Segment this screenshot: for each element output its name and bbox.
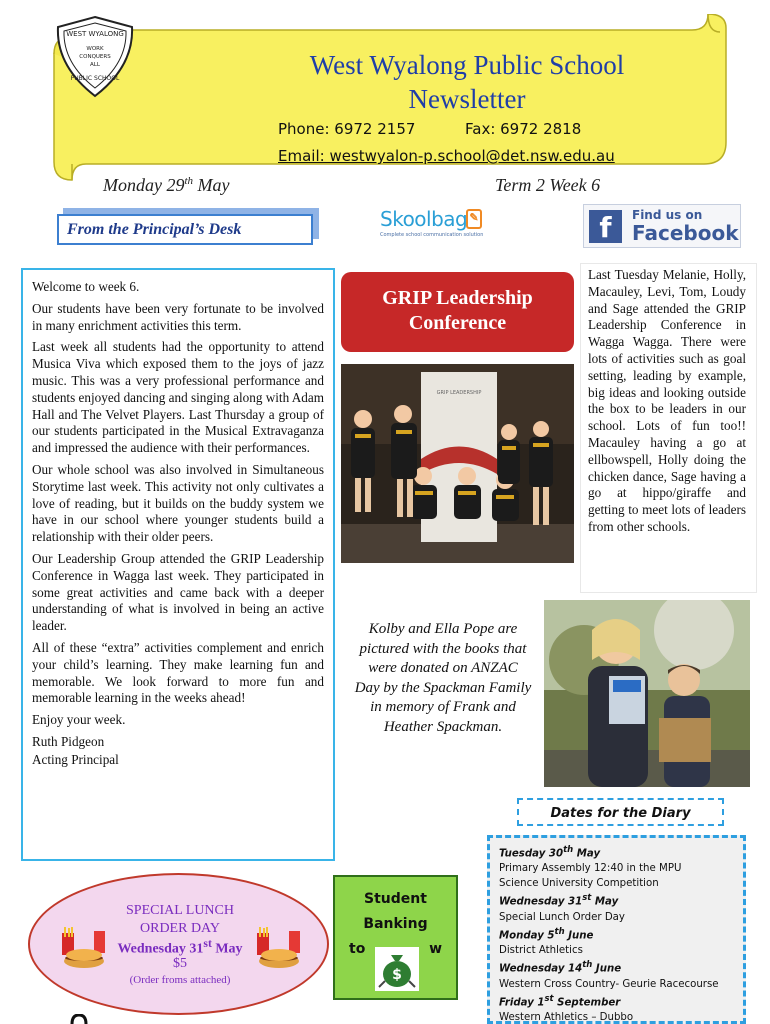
diary-date-ordinal: st (544, 993, 554, 1004)
grip-group-photo (341, 364, 574, 563)
facebook-find-label: Find us on (632, 208, 703, 222)
lunch-line1: SPECIAL LUNCH (126, 903, 234, 918)
logo-text-bottom: PUBLIC SCHOOL (70, 75, 120, 82)
book-donation-photo (544, 600, 750, 787)
issue-date (103, 175, 230, 196)
lunch-date-month: May (211, 941, 243, 957)
lunch-date-ordinal: st (203, 937, 212, 950)
issue-date-month: May (193, 175, 230, 195)
banking-line3-start: to (349, 941, 366, 957)
student-banking-notice (333, 875, 458, 1000)
diary-box (487, 835, 746, 1024)
diary-date (499, 891, 743, 909)
principal-heading: From the Principal’s Desk (57, 214, 313, 245)
lunch-note: (Order froms attached) (129, 974, 231, 986)
facebook-name: Facebook (632, 221, 739, 245)
diary-event: Western Athletics – Dubbo (499, 1011, 634, 1023)
diary-date-month: June (592, 963, 622, 975)
diary-date-day: Friday 1 (499, 996, 545, 1008)
grip-story-text: Last Tuesday Melanie, Holly, Macauley, Levi, Tom, Loudy and Sage attended the GRIP Leadership Conference in Wagga Wagga. There were lots of activities such as goal setting, leading by example, big ideas and looking outside the box to be leaders in our school. Lots of fun too!! Macauley having a go at ellbowspell, Holly doing the chicken dance, Sage having a go at hippo/giraffe and getting to meet lots of leaders from other schools. (588, 267, 746, 534)
diary-date-ordinal: th (563, 845, 574, 855)
diary-date-day: Wednesday 14 (499, 963, 583, 975)
logo-text-top: WEST WYALONG (66, 30, 124, 38)
grip-story (580, 263, 757, 593)
diary-date-month: September (553, 996, 621, 1008)
school-logo (52, 14, 138, 100)
diary-date-ordinal: st (582, 893, 592, 904)
schoolbag-icon: ✎ (466, 209, 482, 229)
svg-text:$: $ (392, 967, 402, 983)
letter-paragraph: Our Leadership Group attended the GRIP Leadership Conference in Wagga last week. They participated in some great activities and came back with a deeper understanding of what is involved in being an active leader. (32, 550, 324, 634)
issue-date-day: Monday 29 (103, 175, 185, 195)
principal-letter (21, 268, 335, 861)
logo-motto-1: WORK (86, 46, 104, 52)
decorative-curl-icon (70, 1014, 88, 1024)
newsletter-header (52, 14, 728, 182)
newsletter-subtitle: Newsletter (408, 84, 526, 114)
letter-paragraph: All of these “extra” activities complement and enrich your child’s learning. They make learning fun and memorable. We look forward to more fun and memorable learning in the weeks ahead! (32, 639, 324, 706)
special-lunch-notice (28, 873, 329, 1015)
diary-event: Western Cross Country- Geurie Racecourse (499, 978, 719, 990)
diary-event: Primary Assembly 12:40 in the MPU (499, 863, 682, 875)
grip-heading-line2: Conference (408, 312, 507, 334)
diary-heading: Dates for the Diary (517, 798, 724, 826)
banking-line1: Student (364, 891, 427, 907)
issue-date-ordinal: th (184, 175, 194, 187)
letter-paragraph: Last week all students had the opportunity to attend Musica Viva which exposed them to the joys of jazz music. This was a very professional performance and students enjoyed dancing and singing along with Adam Hall and The Velvet Players. Last Thursday a group of our students participated in the Musical Extravaganza and impressed the audience with their performances. (32, 339, 324, 456)
diary-date (499, 843, 743, 861)
letter-paragraph: Welcome to week 6. (32, 279, 140, 294)
skoolbag-name: Skoolbag (380, 207, 468, 231)
diary-date-month: June (564, 930, 594, 942)
diary-event: Special Lunch Order Day (499, 911, 625, 923)
newsletter-title: West Wyalong Public School (309, 50, 625, 80)
diary-date-ordinal: th (582, 960, 593, 971)
fast-food-icon (255, 927, 303, 971)
facebook-icon: f (589, 210, 622, 243)
lunch-date-day: Wednesday 31 (117, 941, 204, 957)
diary-date (499, 958, 743, 976)
grip-heading-line1: GRIP Leadership (382, 287, 533, 309)
skoolbag-tagline: Complete school communication solution (380, 232, 484, 238)
letter-paragraph: Our students have been very fortunate to be involved in many enrichment activities this term. (32, 300, 324, 333)
lunch-date (100, 937, 260, 958)
skoolbag-logo[interactable] (380, 207, 490, 241)
principal-name: Ruth Pidgeon (32, 733, 105, 749)
diary-event: Science University Competition (499, 878, 659, 890)
banking-line3-end: w (429, 941, 442, 957)
diary-date (499, 925, 743, 943)
lunch-price: $5 (173, 956, 187, 971)
phone-number: Phone: 6972 2157 (278, 120, 416, 138)
grip-heading (341, 272, 574, 352)
lunch-line2: ORDER DAY (140, 921, 220, 936)
fax-number: Fax: 6972 2818 (465, 120, 582, 138)
logo-motto-2: CONQUERS (79, 54, 111, 60)
diary-date-month: May (591, 896, 619, 908)
letter-signoff: Enjoy your week. (32, 712, 126, 728)
term-week: Term 2 Week 6 (495, 175, 601, 195)
diary-event: District Athletics (499, 945, 583, 957)
diary-date-day: Tuesday 30 (499, 848, 564, 860)
diary-date (499, 992, 743, 1010)
photo-caption: Kolby and Ella Pope are pictured with the books that were donated on ANZAC Day by the Spackman Family in memory of Frank and Heather Spackman. (354, 621, 532, 735)
money-bag-icon (375, 947, 419, 991)
facebook-link[interactable] (583, 204, 741, 248)
principal-title: Acting Principal (32, 751, 119, 767)
diary-date-month: May (573, 848, 601, 860)
fast-food-icon (60, 927, 108, 971)
logo-motto-3: ALL (90, 62, 100, 68)
diary-date-day: Wednesday 31 (499, 896, 583, 908)
diary-date-ordinal: th (554, 926, 565, 937)
banking-line2: Banking (363, 916, 428, 932)
diary-date-day: Monday 5 (499, 930, 555, 942)
photo-banner-text: GRIP LEADERSHIP (436, 390, 482, 396)
letter-paragraph: Our whole school was also involved in Simultaneous Storytime last week. This activity not only cultivates a love of reading, but it builds on the buddy system we have in our school where younger students build a relationship with their older peers. (32, 461, 324, 545)
email-link[interactable]: Email: westwyalon-p.school@det.nsw.edu.au (278, 147, 615, 165)
